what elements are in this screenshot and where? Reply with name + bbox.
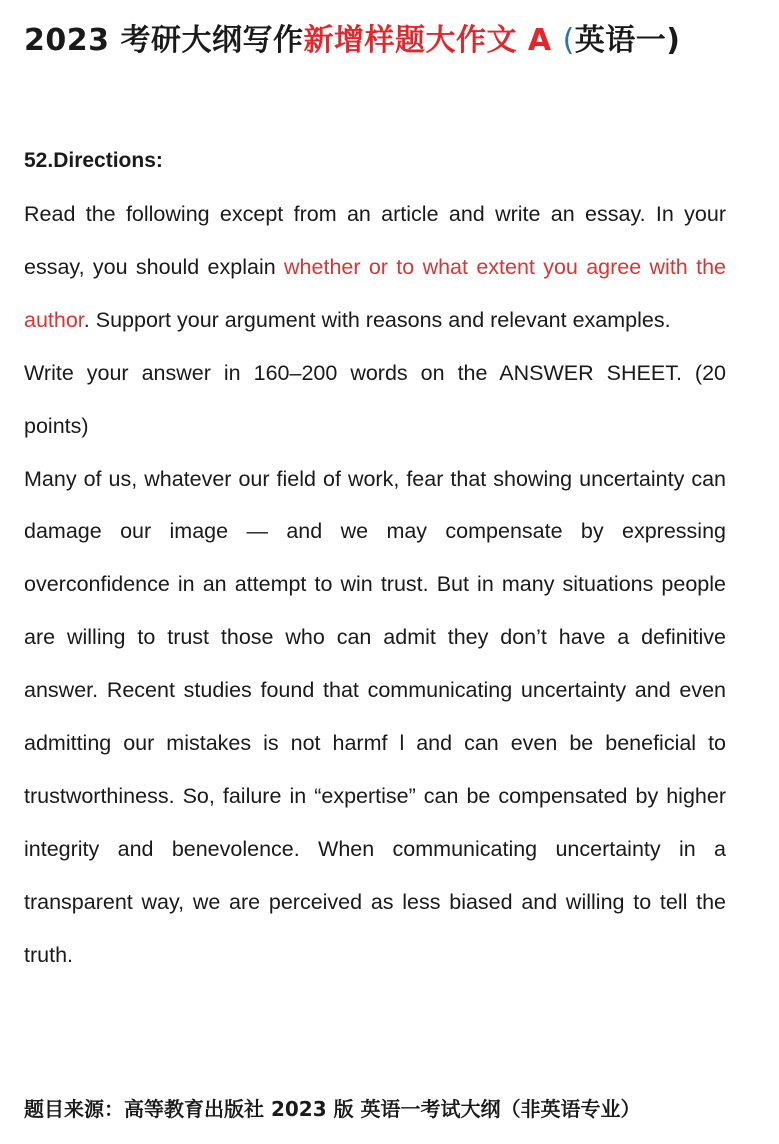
body-text [24, 188, 726, 982]
title-suffix: 英语一) [574, 23, 681, 58]
passage-paragraph: Many of us, whatever our field of work, fear that showing uncertainty can damage our image — and we may compensate by expressing overconfidence in an attempt to win trust. But in many situations people are willing to trust those who can admit they don’t have a definitive answer. Recent studies found that communicating uncertainty and even admitting our mistakes is not harmf l and can even be beneficial to trustworthiness. So, failure in “expertise” can be compensated by higher integrity and benevolence. When communicating uncertainty in a transparent way, we are perceived as less biased and willing to tell the truth. [24, 466, 726, 967]
requirement-paragraph: Write your answer in 160–200 words on the ANSWER SHEET. (20 points) [24, 360, 726, 438]
source-footer: 题目来源：高等教育出版社 2023 版 英语一考试大纲（非英语专业） [24, 1097, 641, 1121]
instructions-paragraph [24, 188, 726, 347]
title-paren: ( [562, 23, 575, 58]
instructions-highlight: whether or to what extent you agree with the author [24, 254, 726, 332]
page-title [24, 18, 764, 64]
title-highlight: 新增样题大作文 A [303, 23, 552, 58]
instructions-part1: Read the following except from an article and write an essay. In your essay, you should explain [24, 202, 726, 279]
title-prefix: 2023 考研大纲写作 [24, 23, 304, 58]
instructions-part2: . Support your argument with reasons and relevant examples. [83, 307, 671, 332]
directions-label: 52.Directions: [24, 149, 163, 172]
